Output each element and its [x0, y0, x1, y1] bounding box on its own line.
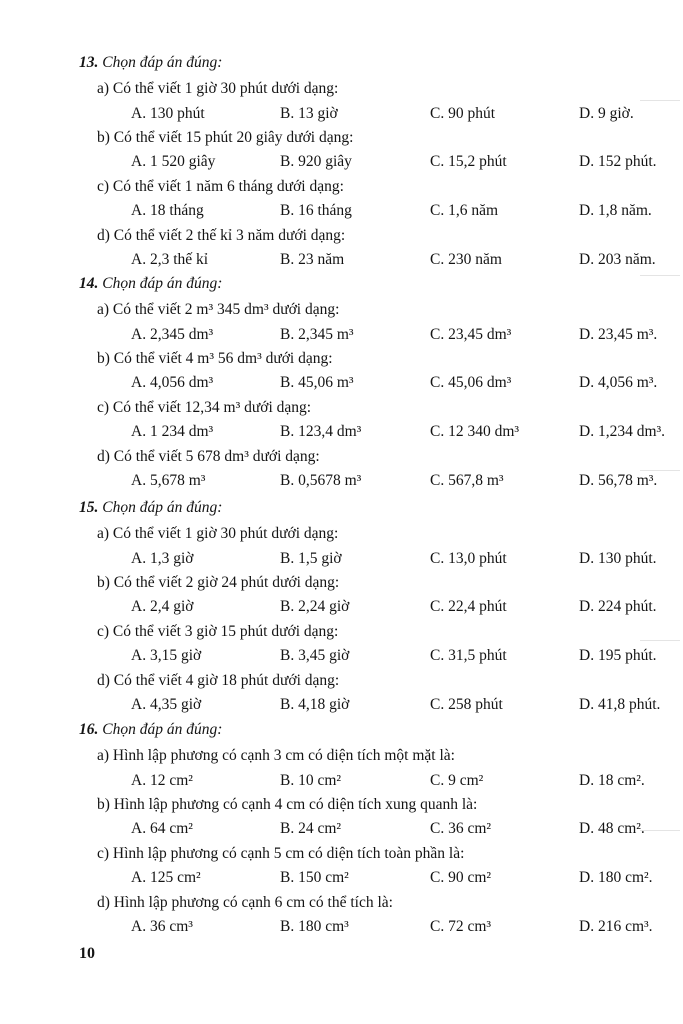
- option-a[interactable]: A. 5,678 m³: [131, 472, 206, 489]
- option-d[interactable]: D. 9 giờ.: [579, 105, 634, 122]
- option-a[interactable]: A. 3,15 giờ: [131, 647, 202, 664]
- option-d[interactable]: D. 195 phút.: [579, 647, 657, 664]
- option-d[interactable]: D. 56,78 m³.: [579, 472, 658, 489]
- option-c[interactable]: C. 230 năm: [430, 251, 502, 268]
- exercise-number: 16.: [79, 721, 99, 738]
- option-b[interactable]: B. 0,5678 m³: [280, 472, 362, 489]
- option-a[interactable]: A. 4,056 dm³: [131, 374, 214, 391]
- exercise-title: [79, 275, 222, 293]
- option-b[interactable]: B. 13 giờ: [280, 105, 338, 122]
- question-d: d) Có thể viết 5 678 dm³ dưới dạng:: [97, 448, 320, 465]
- option-c[interactable]: C. 72 cm³: [430, 918, 492, 935]
- question-c: c) Có thể viết 12,34 m³ dưới dạng:: [97, 399, 312, 416]
- option-a[interactable]: A. 2,3 thế kỉ: [131, 251, 209, 268]
- page-number: 10: [79, 945, 95, 962]
- option-b[interactable]: B. 123,4 dm³: [280, 423, 362, 440]
- option-a[interactable]: A. 12 cm²: [131, 772, 193, 789]
- option-b[interactable]: B. 920 giây: [280, 153, 352, 170]
- exercise-number: 13.: [79, 54, 99, 71]
- bleed-through-line: [640, 275, 680, 276]
- option-b[interactable]: B. 2,345 m³: [280, 326, 354, 343]
- option-a[interactable]: A. 1 234 dm³: [131, 423, 214, 440]
- option-c[interactable]: C. 258 phút: [430, 696, 503, 713]
- question-a: a) Có thể viết 1 giờ 30 phút dưới dạng:: [97, 525, 339, 542]
- question-b: b) Có thể viết 4 m³ 56 dm³ dưới dạng:: [97, 350, 333, 367]
- option-b[interactable]: B. 150 cm²: [280, 869, 349, 886]
- option-b[interactable]: B. 24 cm²: [280, 820, 342, 837]
- option-c[interactable]: C. 22,4 phút: [430, 598, 507, 615]
- exercise-title: [79, 721, 222, 739]
- option-d[interactable]: D. 130 phút.: [579, 550, 657, 567]
- option-a[interactable]: A. 4,35 giờ: [131, 696, 202, 713]
- option-b[interactable]: B. 10 cm²: [280, 772, 342, 789]
- option-d[interactable]: D. 180 cm².: [579, 869, 653, 886]
- option-a[interactable]: A. 130 phút: [131, 105, 205, 122]
- option-a[interactable]: A. 18 tháng: [131, 202, 204, 219]
- option-b[interactable]: B. 3,45 giờ: [280, 647, 350, 664]
- option-d[interactable]: D. 152 phút.: [579, 153, 657, 170]
- exercise-instruction: Chọn đáp án đúng:: [102, 54, 223, 71]
- option-d[interactable]: D. 216 cm³.: [579, 918, 653, 935]
- option-c[interactable]: C. 90 cm²: [430, 869, 492, 886]
- option-d[interactable]: D. 41,8 phút.: [579, 696, 661, 713]
- exercise-title: [79, 54, 222, 72]
- option-b[interactable]: B. 180 cm³: [280, 918, 349, 935]
- option-b[interactable]: B. 2,24 giờ: [280, 598, 350, 615]
- option-c[interactable]: C. 45,06 dm³: [430, 374, 512, 391]
- question-c: c) Có thể viết 1 năm 6 tháng dưới dạng:: [97, 178, 344, 195]
- bleed-through-line: [640, 640, 680, 641]
- option-d[interactable]: D. 48 cm².: [579, 820, 645, 837]
- question-a: a) Có thể viết 1 giờ 30 phút dưới dạng:: [97, 80, 339, 97]
- question-b: b) Có thể viết 15 phút 20 giây dưới dạng:: [97, 129, 354, 146]
- bleed-through-line: [640, 830, 680, 831]
- option-c[interactable]: C. 12 340 dm³: [430, 423, 520, 440]
- exercise-instruction: Chọn đáp án đúng:: [102, 275, 223, 292]
- option-b[interactable]: B. 16 tháng: [280, 202, 352, 219]
- exercise-instruction: Chọn đáp án đúng:: [102, 499, 223, 516]
- option-d[interactable]: D. 1,8 năm.: [579, 202, 652, 219]
- option-c[interactable]: C. 31,5 phút: [430, 647, 507, 664]
- exercise-number: 14.: [79, 275, 99, 292]
- option-c[interactable]: C. 90 phút: [430, 105, 496, 122]
- option-c[interactable]: C. 15,2 phút: [430, 153, 507, 170]
- option-a[interactable]: A. 2,4 giờ: [131, 598, 194, 615]
- question-d: d) Có thể viết 2 thế kỉ 3 năm dưới dạng:: [97, 227, 346, 244]
- option-a[interactable]: A. 1 520 giây: [131, 153, 216, 170]
- question-c: c) Có thể viết 3 giờ 15 phút dưới dạng:: [97, 623, 339, 640]
- option-d[interactable]: D. 23,45 m³.: [579, 326, 658, 343]
- option-b[interactable]: B. 45,06 m³: [280, 374, 354, 391]
- option-b[interactable]: B. 4,18 giờ: [280, 696, 350, 713]
- option-c[interactable]: C. 13,0 phút: [430, 550, 507, 567]
- question-d: d) Hình lập phương có cạnh 6 cm có thể tích là:: [97, 894, 393, 911]
- exercise-instruction: Chọn đáp án đúng:: [102, 721, 223, 738]
- question-a: a) Hình lập phương có cạnh 3 cm có diện tích một mặt là:: [97, 747, 455, 764]
- question-b: b) Hình lập phương có cạnh 4 cm có diện tích xung quanh là:: [97, 796, 478, 813]
- option-c[interactable]: C. 36 cm²: [430, 820, 492, 837]
- option-a[interactable]: A. 1,3 giờ: [131, 550, 194, 567]
- option-c[interactable]: C. 567,8 m³: [430, 472, 504, 489]
- option-a[interactable]: A. 36 cm³: [131, 918, 193, 935]
- exercise-title: [79, 499, 222, 517]
- question-c: c) Hình lập phương có cạnh 5 cm có diện tích toàn phần là:: [97, 845, 465, 862]
- option-d[interactable]: D. 18 cm².: [579, 772, 645, 789]
- option-d[interactable]: D. 203 năm.: [579, 251, 656, 268]
- option-a[interactable]: A. 2,345 dm³: [131, 326, 214, 343]
- option-c[interactable]: C. 1,6 năm: [430, 202, 499, 219]
- option-a[interactable]: A. 125 cm²: [131, 869, 201, 886]
- option-d[interactable]: D. 224 phút.: [579, 598, 657, 615]
- bleed-through-line: [640, 470, 680, 471]
- option-d[interactable]: D. 1,234 dm³.: [579, 423, 666, 440]
- option-d[interactable]: D. 4,056 m³.: [579, 374, 658, 391]
- question-d: d) Có thể viết 4 giờ 18 phút dưới dạng:: [97, 672, 340, 689]
- option-a[interactable]: A. 64 cm²: [131, 820, 193, 837]
- exercise-number: 15.: [79, 499, 99, 516]
- bleed-through-line: [640, 100, 680, 101]
- option-c[interactable]: C. 23,45 dm³: [430, 326, 512, 343]
- option-c[interactable]: C. 9 cm²: [430, 772, 484, 789]
- option-b[interactable]: B. 1,5 giờ: [280, 550, 342, 567]
- question-b: b) Có thể viết 2 giờ 24 phút dưới dạng:: [97, 574, 340, 591]
- question-a: a) Có thể viết 2 m³ 345 dm³ dưới dạng:: [97, 301, 340, 318]
- option-b[interactable]: B. 23 năm: [280, 251, 345, 268]
